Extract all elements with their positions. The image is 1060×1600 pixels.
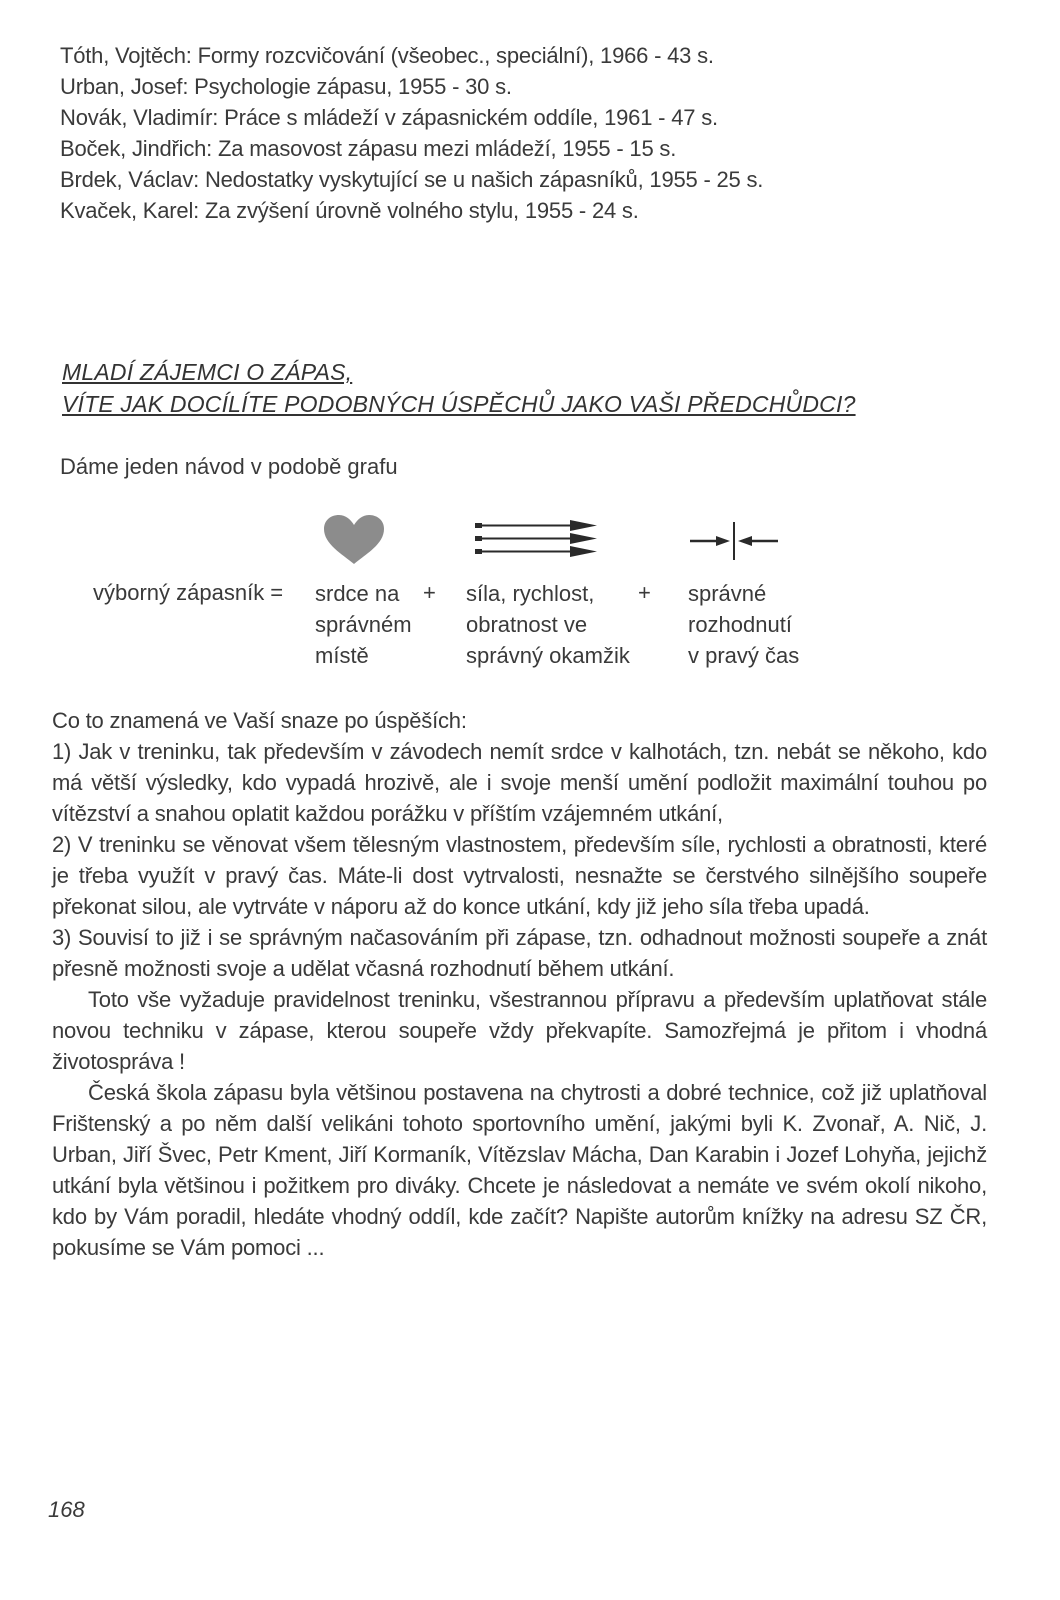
term-line: správném bbox=[315, 612, 412, 637]
heading-line-2: VÍTE JAK DOCÍLÍTE PODOBNÝCH ÚSPĚCHŮ JAKO VAŠI PŘEDCHŮDCI? bbox=[62, 391, 856, 417]
target-arrows-icon bbox=[688, 521, 780, 561]
reference-item: Boček, Jindřich: Za masovost zápasu mezi mládeží, 1955 - 15 s. bbox=[60, 136, 677, 161]
paragraph: 3) Souvisí to již i se správným načasováním při zápase, tzn. odhadnout možnosti soupeře a znát přesně možnosti svoje a udělat včasná rozhodnutí během utkání. bbox=[52, 925, 987, 981]
paragraph: Česká škola zápasu byla většinou postavena na chytrosti a dobré technice, což již uplatňoval Frištenský a po něm další velikáni tohoto sportovního umění, jakými byli K. Zvonař, A. Nič, J. Urban, Jiří Švec, Petr Kment, Jiří Kormaník, Vítězslav Mácha, Dan Karabin i Jozef Lohyňa, jejichž utkání byla většinou i požitkem pro diváky. Chcete je následovat a nemáte ve svém okolí nikoho, kdo by Vám poradil, hledáte vhodný oddíl, kde začít? Napište autorům knížky na adresu SZ ČR, pokusíme se Vám pomoci ... bbox=[52, 1080, 987, 1260]
reference-item: Brdek, Václav: Nedostatky vyskytující se u našich zápasníků, 1955 - 25 s. bbox=[60, 167, 764, 192]
reference-item: Tóth, Vojtěch: Formy rozcvičování (všeobec., speciální), 1966 - 43 s. bbox=[60, 43, 714, 68]
heart-icon bbox=[322, 514, 386, 566]
term-line: síla, rychlost, bbox=[466, 581, 595, 606]
arrows-icon bbox=[473, 520, 601, 560]
term-line: srdce na bbox=[315, 581, 400, 606]
reference-item: Urban, Josef: Psychologie zápasu, 1955 - 30 s. bbox=[60, 74, 512, 99]
paragraph: Co to znamená ve Vaší snaze po úspěších: bbox=[52, 708, 467, 733]
paragraph: 1) Jak v treninku, tak především v závodech nemít srdce v kalhotách, tzn. nebát se někoho, kdo má větší výsledky, kdo vypadá hrozivě, ale i svoje menší umění podložit maximální touhou po vítězství a snahou oplatit každou porážku v příštím vzájemném utkání, bbox=[52, 739, 987, 826]
formula-term-decision bbox=[688, 578, 799, 671]
paragraph: 2) V treninku se věnovat všem tělesným vlastnostem, především síle, rychlosti a obratnosti, které je třeba využít v pravý čas. Máte-li dost vytrvalosti, nesnažte se čerstvého silnějšího soupeře překonat silou, ale vytrváte v náporu až do konce utkání, kdy již jeho síla třeba upadá. bbox=[52, 832, 987, 919]
formula-lhs: výborný zápasník = bbox=[93, 580, 284, 605]
plus-sign: + bbox=[423, 580, 436, 605]
body-text bbox=[52, 705, 987, 1263]
term-line: správné bbox=[688, 581, 767, 606]
reference-item: Novák, Vladimír: Práce s mládeží v zápasnickém oddíle, 1961 - 47 s. bbox=[60, 105, 718, 130]
success-formula bbox=[0, 505, 1060, 685]
reference-item: Kvaček, Karel: Za zvýšení úrovně volného stylu, 1955 - 24 s. bbox=[60, 198, 639, 223]
term-line: správný okamžik bbox=[466, 643, 630, 668]
term-line: v pravý čas bbox=[688, 643, 800, 668]
term-line: rozhodnutí bbox=[688, 612, 792, 637]
term-line: místě bbox=[315, 643, 369, 668]
reference-list bbox=[60, 40, 960, 226]
term-line: obratnost ve bbox=[466, 612, 588, 637]
paragraph: Toto vše vyžaduje pravidelnost treninku, všestrannou přípravu a především uplatňovat stále novou techniku v zápase, kterou soupeře vždy překvapíte. Samozřejmá je přitom i vhodná životospráva ! bbox=[52, 987, 987, 1074]
formula-term-heart bbox=[315, 578, 412, 671]
intro-text: Dáme jeden návod v podobě grafu bbox=[60, 454, 398, 479]
section-heading bbox=[62, 356, 962, 420]
plus-sign: + bbox=[638, 580, 651, 605]
page-number: 168 bbox=[48, 1497, 85, 1522]
heading-line-1: MLADÍ ZÁJEMCI O ZÁPAS, bbox=[62, 359, 353, 385]
formula-term-arrows bbox=[466, 578, 630, 671]
